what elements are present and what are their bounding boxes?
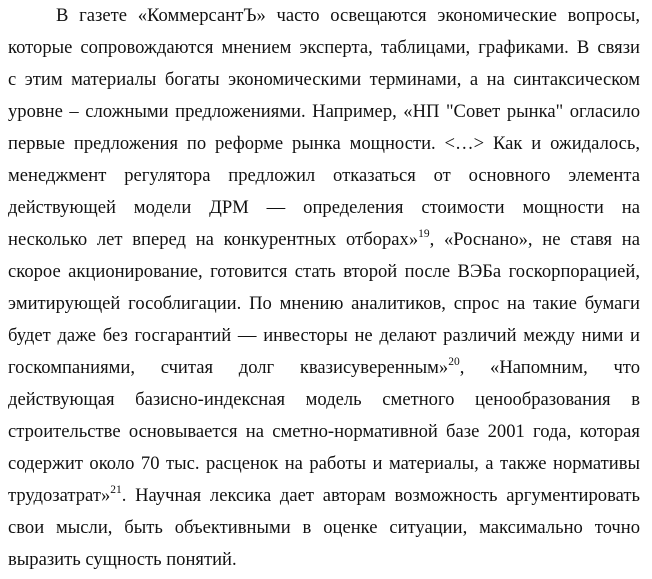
- text-line: В газете «КоммерсантЪ» часто освещаются экономические вопросы,: [56, 5, 640, 26]
- text-segment: трудозатрат»: [8, 485, 111, 506]
- text-line: [8, 224, 640, 256]
- text-line: скорое акционирование, готовится стать второй после ВЭБа госкорпорацией,: [8, 261, 640, 282]
- text-segment: , «Роснано», не ставя на: [429, 229, 640, 250]
- text-line: свои мысли, быть объективными в оценке ситуации, максимально точно: [8, 517, 640, 538]
- text-segment: . Научная лексика дает авторам возможность аргументировать: [121, 485, 640, 506]
- text-line: действующая базисно-индексная модель сметного ценообразования в: [8, 389, 640, 410]
- text-line: выразить сущность понятий.: [8, 549, 237, 570]
- text-line: эмитирующей гособлигации. По мнению аналитиков, спрос на такие бумаги: [8, 293, 640, 314]
- footnote-ref[interactable]: 19: [418, 227, 430, 240]
- text-line: первые предложения по реформе рынка мощности. <…> Как и ожидалось,: [8, 133, 640, 154]
- text-line: с этим материалы богаты экономическими терминами, а на синтаксическом: [8, 69, 640, 90]
- footnote-ref[interactable]: 20: [448, 355, 460, 368]
- text-segment: госкомпаниями, считая долг квазисуверенным»: [8, 357, 449, 378]
- text-line: строительстве основывается на сметно-нормативной базе 2001 года, которая: [8, 421, 640, 442]
- text-segment: несколько лет вперед на конкурентных отборах»: [8, 229, 419, 250]
- text-line: будет даже без госгарантий — инвесторы не делают различий между ними и: [8, 325, 640, 346]
- text-line: действующей модели ДРМ — определения стоимости мощности на: [8, 197, 640, 218]
- footnote-ref[interactable]: 21: [110, 483, 122, 496]
- text-line: [8, 352, 640, 384]
- text-segment: , «Напомним, что: [459, 357, 640, 378]
- text-line: [8, 480, 640, 512]
- text-line: которые сопровождаются мнением эксперта, таблицами, графиками. В связи: [8, 37, 640, 58]
- text-line: менеджмент регулятора предложил отказаться от основного элемента: [8, 165, 640, 186]
- text-line: содержит около 70 тыс. расценок на работы и материалы, а также нормативы: [8, 453, 640, 474]
- text-line: уровне – сложными предложениями. Например, «НП "Совет рынка" огласило: [8, 101, 640, 122]
